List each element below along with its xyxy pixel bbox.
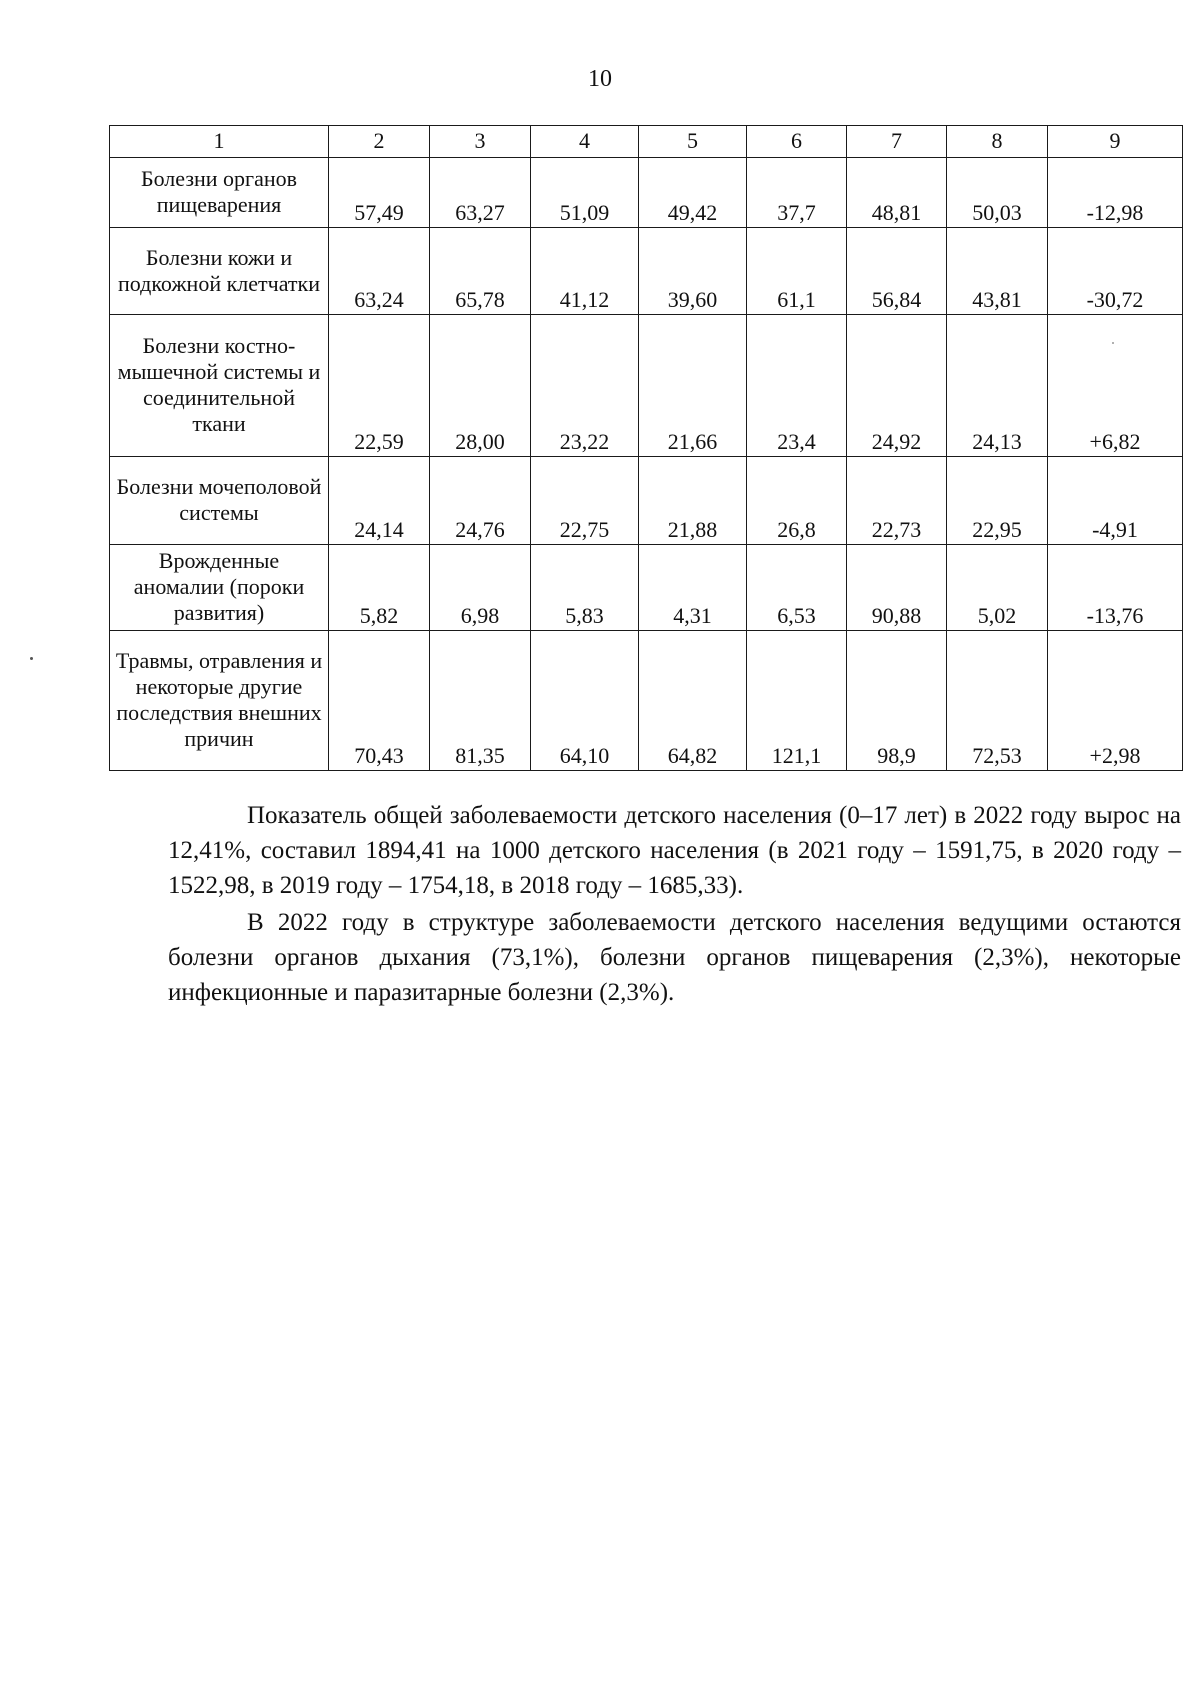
table-cell: 49,42 xyxy=(639,158,747,228)
row-label: Врожденные аномалии (пороки развития) xyxy=(110,545,329,631)
table-cell: +2,98 xyxy=(1048,631,1183,771)
table-cell: 22,73 xyxy=(847,457,947,545)
paragraph: В 2022 году в структуре заболеваемости детского населения ведущими остаются болезни органов дыхания (73,1%), болезни органов пищеварения (2,3%), некоторые инфекционные и паразитарные болезни (2,3%). xyxy=(168,909,1181,1006)
table-cell: 64,82 xyxy=(639,631,747,771)
table-cell: 56,84 xyxy=(847,228,947,315)
table-cell: 28,00 xyxy=(430,315,531,457)
row-label: Болезни мочеполовой системы xyxy=(110,457,329,545)
table-cell: 26,8 xyxy=(747,457,847,545)
row-label: Болезни костно-мышечной системы и соединительной ткани xyxy=(110,315,329,457)
table-cell: 24,76 xyxy=(430,457,531,545)
table-cell: 70,43 xyxy=(329,631,430,771)
body-text xyxy=(168,798,1181,1012)
row-label: Болезни органов пищеварения xyxy=(110,158,329,228)
column-header: 9 xyxy=(1048,126,1183,158)
table-cell: -13,76 xyxy=(1048,545,1183,631)
table-cell: 6,98 xyxy=(430,545,531,631)
table-cell: 64,10 xyxy=(531,631,639,771)
table-cell: 22,95 xyxy=(947,457,1048,545)
table-cell: 41,12 xyxy=(531,228,639,315)
table-cell: 37,7 xyxy=(747,158,847,228)
table-cell: 24,92 xyxy=(847,315,947,457)
table-cell: 43,81 xyxy=(947,228,1048,315)
table-cell: 22,59 xyxy=(329,315,430,457)
table-cell: 90,88 xyxy=(847,545,947,631)
table-cell: 23,4 xyxy=(747,315,847,457)
column-header: 7 xyxy=(847,126,947,158)
column-header: 5 xyxy=(639,126,747,158)
table-row xyxy=(110,457,1183,545)
table-cell: 6,53 xyxy=(747,545,847,631)
column-header: 4 xyxy=(531,126,639,158)
table-cell: 48,81 xyxy=(847,158,947,228)
table-cell: 51,09 xyxy=(531,158,639,228)
row-label: Болезни кожи и подкожной клетчатки xyxy=(110,228,329,315)
table-cell: 22,75 xyxy=(531,457,639,545)
table-header-row xyxy=(110,126,1183,158)
table-cell: 21,88 xyxy=(639,457,747,545)
table-row xyxy=(110,315,1183,457)
table-cell: 21,66 xyxy=(639,315,747,457)
scan-speck xyxy=(1112,342,1114,344)
table-cell: +6,82 xyxy=(1048,315,1183,457)
table-cell: 4,31 xyxy=(639,545,747,631)
table-cell: 24,14 xyxy=(329,457,430,545)
column-header: 8 xyxy=(947,126,1048,158)
page-number: 10 xyxy=(588,66,612,92)
table-cell: 61,1 xyxy=(747,228,847,315)
table-cell: 23,22 xyxy=(531,315,639,457)
table-cell: 39,60 xyxy=(639,228,747,315)
table-row xyxy=(110,228,1183,315)
table-cell: 24,13 xyxy=(947,315,1048,457)
table-cell: 5,02 xyxy=(947,545,1048,631)
table-cell: 5,83 xyxy=(531,545,639,631)
table-cell: -4,91 xyxy=(1048,457,1183,545)
table-row xyxy=(110,545,1183,631)
table-cell: 63,27 xyxy=(430,158,531,228)
morbidity-table xyxy=(109,125,1183,771)
scan-speck xyxy=(30,657,33,660)
table-cell: 57,49 xyxy=(329,158,430,228)
table-cell: 50,03 xyxy=(947,158,1048,228)
column-header: 3 xyxy=(430,126,531,158)
paragraph: Показатель общей заболеваемости детского населения (0–17 лет) в 2022 году вырос на 12,41%, составил 1894,41 на 1000 детского населения (в 2021 году – 1591,75, в 2020 году – 1522,98, в 2019 году – 1754,18, в 2018 году – 1685,33). xyxy=(168,802,1181,899)
column-header: 1 xyxy=(110,126,329,158)
column-header: 2 xyxy=(329,126,430,158)
column-header: 6 xyxy=(747,126,847,158)
table-cell: -30,72 xyxy=(1048,228,1183,315)
table-cell: 121,1 xyxy=(747,631,847,771)
table-cell: 63,24 xyxy=(329,228,430,315)
table-row xyxy=(110,158,1183,228)
table-cell: 5,82 xyxy=(329,545,430,631)
table-cell: 72,53 xyxy=(947,631,1048,771)
table-cell: 98,9 xyxy=(847,631,947,771)
table-cell: -12,98 xyxy=(1048,158,1183,228)
table-cell: 81,35 xyxy=(430,631,531,771)
row-label: Травмы, отравления и некоторые другие последствия внешних причин xyxy=(110,631,329,771)
table-row xyxy=(110,631,1183,771)
table-cell: 65,78 xyxy=(430,228,531,315)
